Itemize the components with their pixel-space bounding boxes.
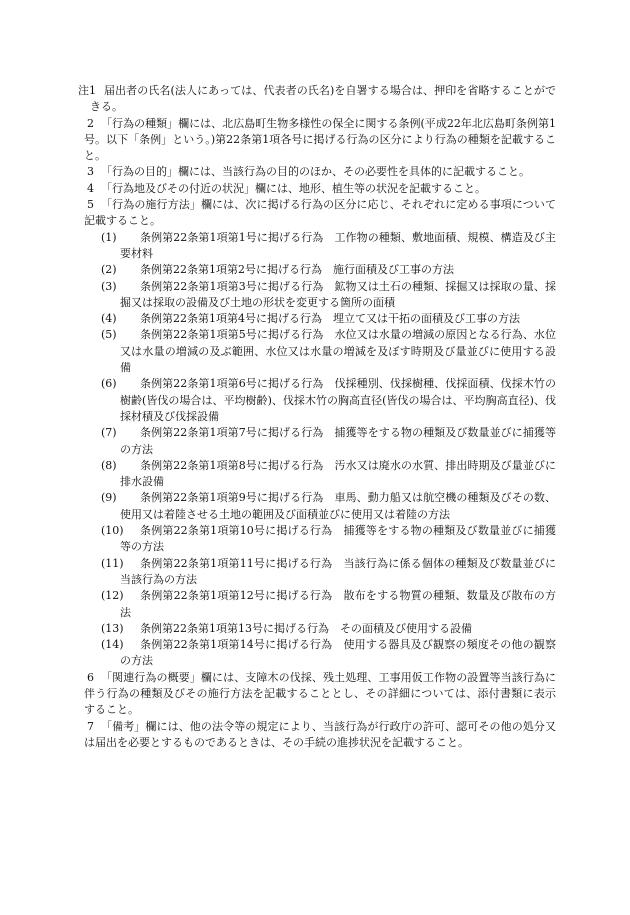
- note-number: 注1: [78, 84, 96, 97]
- subitem-7: [78, 425, 556, 458]
- note-number: 3: [87, 165, 94, 179]
- subitem-text: 条例第22条第1項第1号に掲げる行為 工作物の種類、敷地面積、規模、構造及び主要材料: [120, 230, 556, 260]
- note-number: 6: [87, 670, 94, 684]
- subitem-number: (14): [101, 638, 124, 652]
- subitem-text: 条例第22条第1項第5号に掲げる行為 水位又は水量の増減の原因となる行為、水位又は水量の増減の及ぶ範囲、水位又は水量の増減を及ぼす時期及び量並びに使用する設備: [120, 328, 556, 375]
- subitem-number: (3): [101, 279, 117, 293]
- subitem-number: (11): [101, 556, 124, 570]
- note-3: [78, 164, 556, 180]
- note-text: 「関連行為の概要」欄には、支障木の伐採、残土処理、工事用仮工作物の設置等当該行為に伴う行為の種類及びその施行方法を記載することとし、その詳細については、添付書類に表示すること。: [84, 670, 556, 717]
- subitem-text: 条例第22条第1項第12号に掲げる行為 散布をする物質の種類、数量及び散布の方法: [120, 589, 556, 619]
- note-text: 届出者の氏名(法人にあっては、代表者の氏名)を自署する場合は、押印を省略することができる。: [90, 84, 556, 114]
- note-1: [78, 83, 556, 116]
- note-7: [78, 719, 556, 752]
- subitem-number: (2): [101, 263, 117, 277]
- subitem-text: 条例第22条第1項第6号に掲げる行為 伐採種別、伐採樹種、伐採面積、伐採木竹の樹齢(皆伐の場合は、平均樹齢)、伐採木竹の胸高直径(皆伐の場合は、平均胸高直径)、伐採材積及び伐採設備: [120, 377, 556, 423]
- note-text: 「行為の目的」欄には、当該行為の目的のほか、その必要性を具体的に記載すること。: [101, 165, 530, 179]
- note-number: 5: [87, 198, 94, 212]
- subitem-13: [78, 621, 556, 637]
- subitem-text: 条例第22条第1項第11号に掲げる行為 当該行為に係る個体の種類及び数量並びに当該行為の方法: [120, 556, 556, 586]
- note-number: 4: [87, 181, 94, 195]
- note-6: [78, 670, 556, 719]
- subitem-number: (5): [101, 328, 117, 342]
- note-text: 「備考」欄には、他の法令等の規定により、当該行為が行政庁の許可、認可その他の処分又は届出を必要とするものであるときは、その手続の進捗状況を記載すること。: [84, 719, 556, 749]
- subitem-text: 条例第22条第1項第2号に掲げる行為 施行面積及び工事の方法: [140, 263, 454, 277]
- subitem-number: (9): [101, 491, 117, 505]
- subitem-5: [78, 327, 556, 376]
- subitem-text: 条例第22条第1項第4号に掲げる行為 埋立て又は干拓の面積及び工事の方法: [140, 312, 520, 326]
- subitem-text: 条例第22条第1項第13号に掲げる行為 その面積及び使用する設備: [140, 621, 472, 635]
- subitem-number: (1): [101, 230, 117, 244]
- subitem-text: 条例第22条第1項第7号に掲げる行為 捕獲等をする物の種類及び数量並びに捕獲等の方法: [120, 426, 556, 456]
- note-text: 「行為の種類」欄には、北広島町生物多様性の保全に関する条例(平成22年北広島町条例第1号。以下「条例」という。)第22条第1項各号に掲げる行為の区分により行為の種類を記載すること。: [84, 116, 556, 163]
- subitem-text: 条例第22条第1項第10号に掲げる行為 捕獲等をする物の種類及び数量並びに捕獲等の方法: [120, 524, 556, 554]
- note-text: 「行為の施行方法」欄には、次に掲げる行為の区分に応じ、それぞれに定める事項について記載すること。: [84, 198, 556, 228]
- subitem-14: [78, 637, 556, 670]
- subitem-text: 条例第22条第1項第9号に掲げる行為 車馬、動力船又は航空機の種類及びその数、使用又は着陸させる土地の範囲及び面積並びに使用又は着陸の方法: [120, 491, 556, 521]
- note-text: 「行為地及びその付近の状況」欄には、地形、植生等の状況を記載すること。: [101, 181, 486, 195]
- note-2: [78, 116, 556, 165]
- subitem-text: 条例第22条第1項第3号に掲げる行為 鉱物又は土石の種類、採掘又は採取の量、採掘又は採取の設備及び土地の形状を変更する箇所の面積: [120, 279, 556, 309]
- subitem-1: [78, 230, 556, 263]
- subitem-2: [78, 262, 556, 278]
- subitem-11: [78, 556, 556, 589]
- note-4: [78, 181, 556, 197]
- subitem-number: (13): [101, 621, 124, 635]
- subitem-number: (6): [101, 377, 117, 391]
- subitem-4: [78, 311, 556, 327]
- subitem-number: (8): [101, 458, 117, 472]
- subitem-number: (10): [101, 524, 124, 538]
- note-number: 7: [87, 719, 94, 733]
- subitem-8: [78, 458, 556, 491]
- subitem-number: (7): [101, 426, 117, 440]
- subitem-10: [78, 523, 556, 556]
- note-number: 2: [87, 116, 94, 130]
- notes-section: [78, 83, 556, 751]
- subitem-number: (12): [101, 589, 124, 603]
- note-5: [78, 197, 556, 230]
- subitem-9: [78, 490, 556, 523]
- subitem-3: [78, 279, 556, 312]
- subitem-text: 条例第22条第1項第14号に掲げる行為 使用する器具及び観察の頻度その他の観察の方法: [120, 638, 556, 668]
- subitem-6: [78, 376, 556, 425]
- subitem-text: 条例第22条第1項第8号に掲げる行為 汚水又は廃水の水質、排出時期及び量並びに排水設備: [120, 458, 556, 489]
- subitem-12: [78, 588, 556, 621]
- subitem-number: (4): [101, 312, 117, 326]
